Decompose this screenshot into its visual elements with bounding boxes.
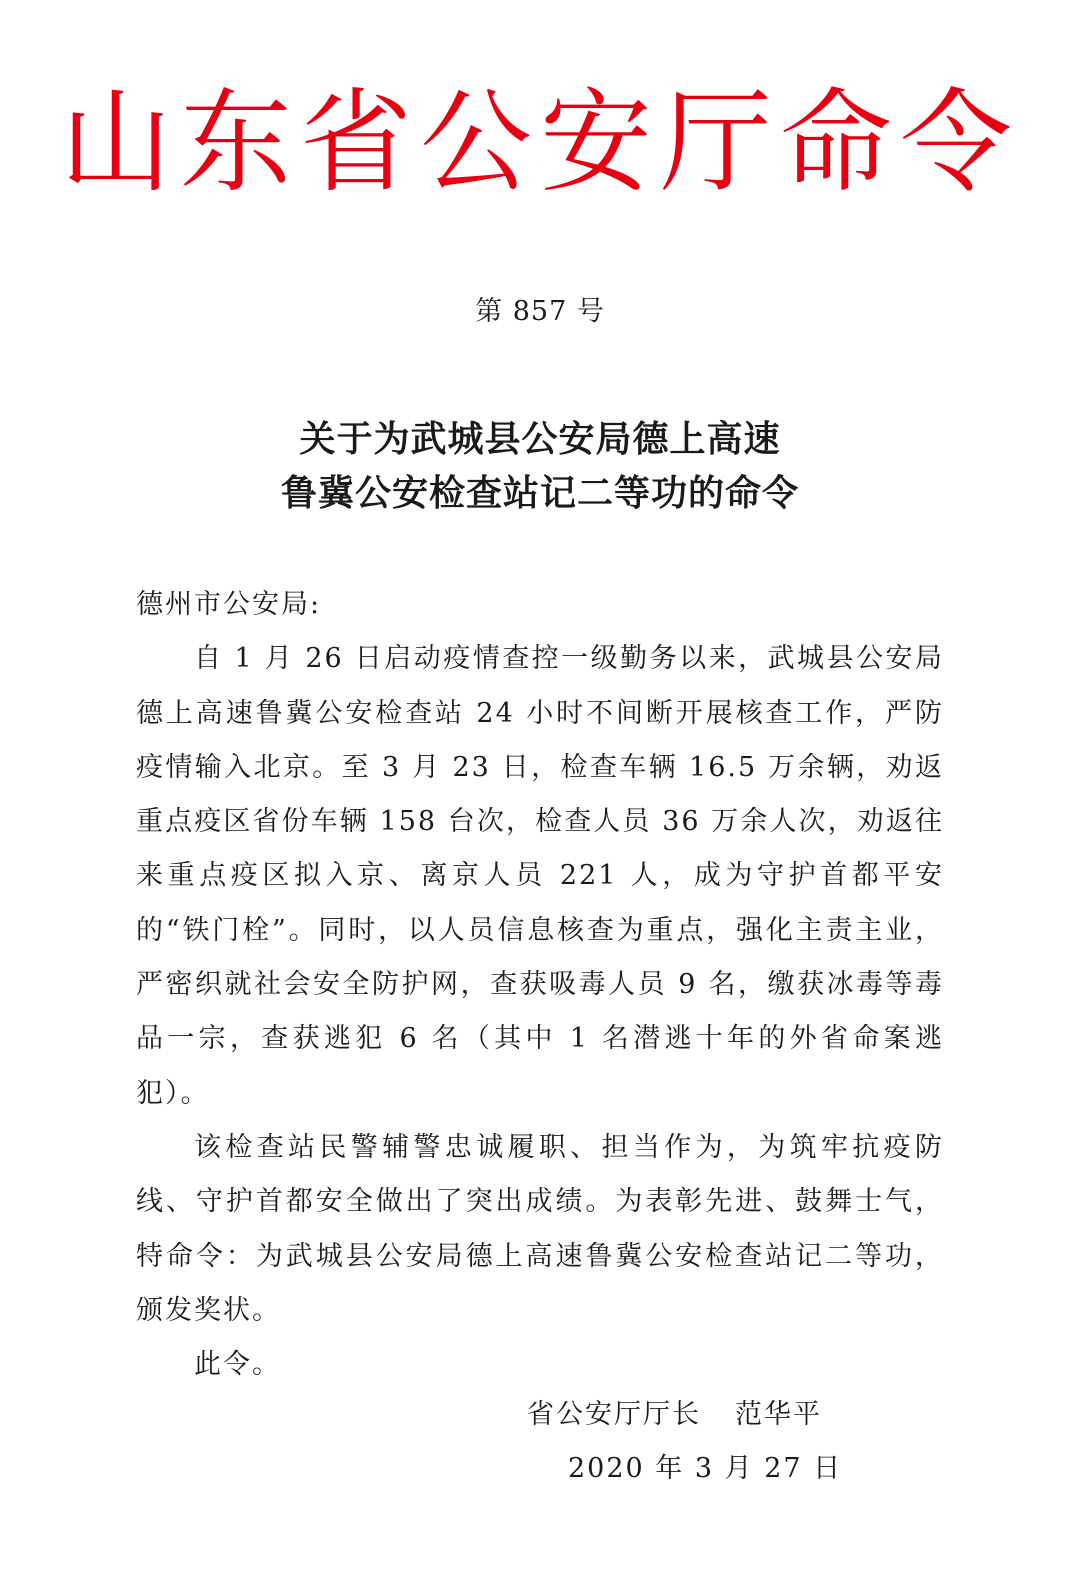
signature-date: 2020 年 3 月 27 日 [568, 1453, 843, 1484]
salutation: 德州市公安局: [136, 589, 322, 620]
document-title [0, 412, 1080, 520]
document-title-line-1: 关于为武城县公安局德上高速 [299, 418, 781, 460]
paragraph-2: 该检查站民警辅警忠诚履职、担当作为，为筑牢抗疫防线、守护首都安全做出了突出成绩。为表彰先进、鼓舞士气，特命令：为武城县公安局德上高速鲁冀公安检查站记二等功，颁发奖状。 [136, 1131, 944, 1326]
document-number: 第 857 号 [475, 296, 605, 327]
document-header-title: 山东省公安厅命令 [60, 78, 1020, 208]
document-body [136, 578, 944, 1392]
signatory-line [527, 1388, 822, 1442]
paragraph-3: 此令。 [194, 1349, 281, 1381]
document-title-line-2: 鲁冀公安检查站记二等功的命令 [280, 472, 799, 514]
signatory-title: 省公安厅厅长 [527, 1399, 701, 1430]
paragraph-1: 自 1 月 26 日启动疫情查控一级勤务以来，武城县公安局德上高速鲁冀公安检查站 24 小时不间断开展核查工作，严防疫情输入北京。至 3 月 23 日，检查车辆 16.5 万余辆，劝返重点疫区省份车辆 158 台次，检查人员 36 万余人次，劝返往来重点疫区拟入京、离京人员 221 人，成为守护首都平安的“铁门栓”。同时，以人员信息核查为重点，强化主责主业，严密织就社会安全防护网，查获吸毒人员 9 名，缴获冰毒等毒品一宗，查获逃犯 6 名（其中 1 名潜逃十年的外省命案逃犯）。 [136, 643, 944, 1109]
signatory-name: 范华平 [735, 1399, 822, 1430]
